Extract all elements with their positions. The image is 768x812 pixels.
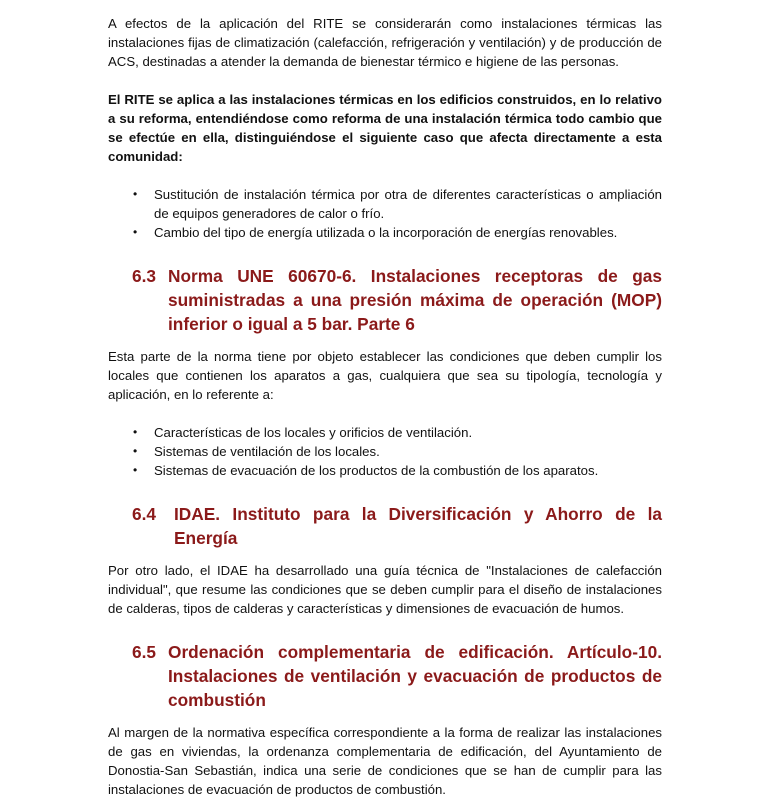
section-6-5-paragraph: Al margen de la normativa específica correspondiente a la forma de realizar las instalaciones de gas en viviendas, la ordenanza complementaria de edificación, del Ayuntamiento de Donostia-San Sebastián, indica una serie de condiciones que se han de cumplir para las instalaciones de evacuación de productos de combustión. (108, 725, 662, 797)
bullet-icon: • (133, 225, 138, 239)
bullet-icon: • (133, 425, 138, 439)
list-item: • Sistemas de ventilación de los locales. (133, 444, 380, 459)
section-number: 6.5 (132, 642, 157, 662)
list-item: • Cambio del tipo de energía utilizada o la incorporación de energías renovables. (133, 225, 618, 240)
bullet-icon: • (133, 444, 138, 458)
list-item: • Sustitución de instalación térmica por otra de diferentes características o ampliación de equipos generadores de calor o frío. (133, 187, 662, 221)
bullet-icon: • (133, 463, 138, 477)
list-item: • Características de los locales y orificios de ventilación. (133, 425, 473, 440)
rite-paragraph: El RITE se aplica a las instalaciones térmicas en los edificios construidos, en lo relativo a su reforma, entendiéndose como reforma de una instalación térmica todo cambio que se efectúe en ella, distinguiéndose el siguiente caso que afecta directamente a esta comunidad: (108, 92, 662, 164)
section-6-4-paragraph: Por otro lado, el IDAE ha desarrollado una guía técnica de "Instalaciones de calefacción individual", que resume las condiciones que se deben cumplir para el diseño de instalaciones de calderas, tipos de calderas y características y dimensiones de evacuación de humos. (108, 563, 662, 616)
section-title: Norma UNE 60670-6. Instalaciones receptoras de gas suministradas a una presión máxima de operación (MOP) inferior o igual a 5 bar. Parte 6 (168, 266, 662, 334)
section-heading-6-4 (132, 502, 662, 550)
section-6-3-bullet-list (108, 423, 662, 480)
section-title: Ordenación complementaria de edificación. Artículo-10. Instalaciones de ventilación y evacuación de productos de combustión (168, 642, 662, 710)
section-number: 6.4 (132, 504, 157, 524)
list-item: • Sistemas de evacuación de los productos de la combustión de los aparatos. (133, 463, 599, 478)
section-title: IDAE. Instituto para la Diversificación y Ahorro de la Energía (174, 504, 662, 548)
rite-bullet-list (108, 185, 662, 242)
section-number: 6.3 (132, 266, 157, 286)
bullet-icon: • (133, 187, 138, 201)
intro-paragraph: A efectos de la aplicación del RITE se considerarán como instalaciones térmicas las instalaciones fijas de climatización (calefacción, refrigeración y ventilación) y de producción de ACS, destinadas a atender la demanda de bienestar térmico e higiene de las personas. (108, 16, 662, 69)
section-heading-6-5 (132, 640, 662, 712)
section-heading-6-3 (132, 264, 662, 336)
section-6-3-paragraph: Esta parte de la norma tiene por objeto establecer las condiciones que deben cumplir los locales que contienen los aparatos a gas, cualquiera que sea su tipología, tecnología y aplicación, en lo referente a: (108, 349, 662, 402)
